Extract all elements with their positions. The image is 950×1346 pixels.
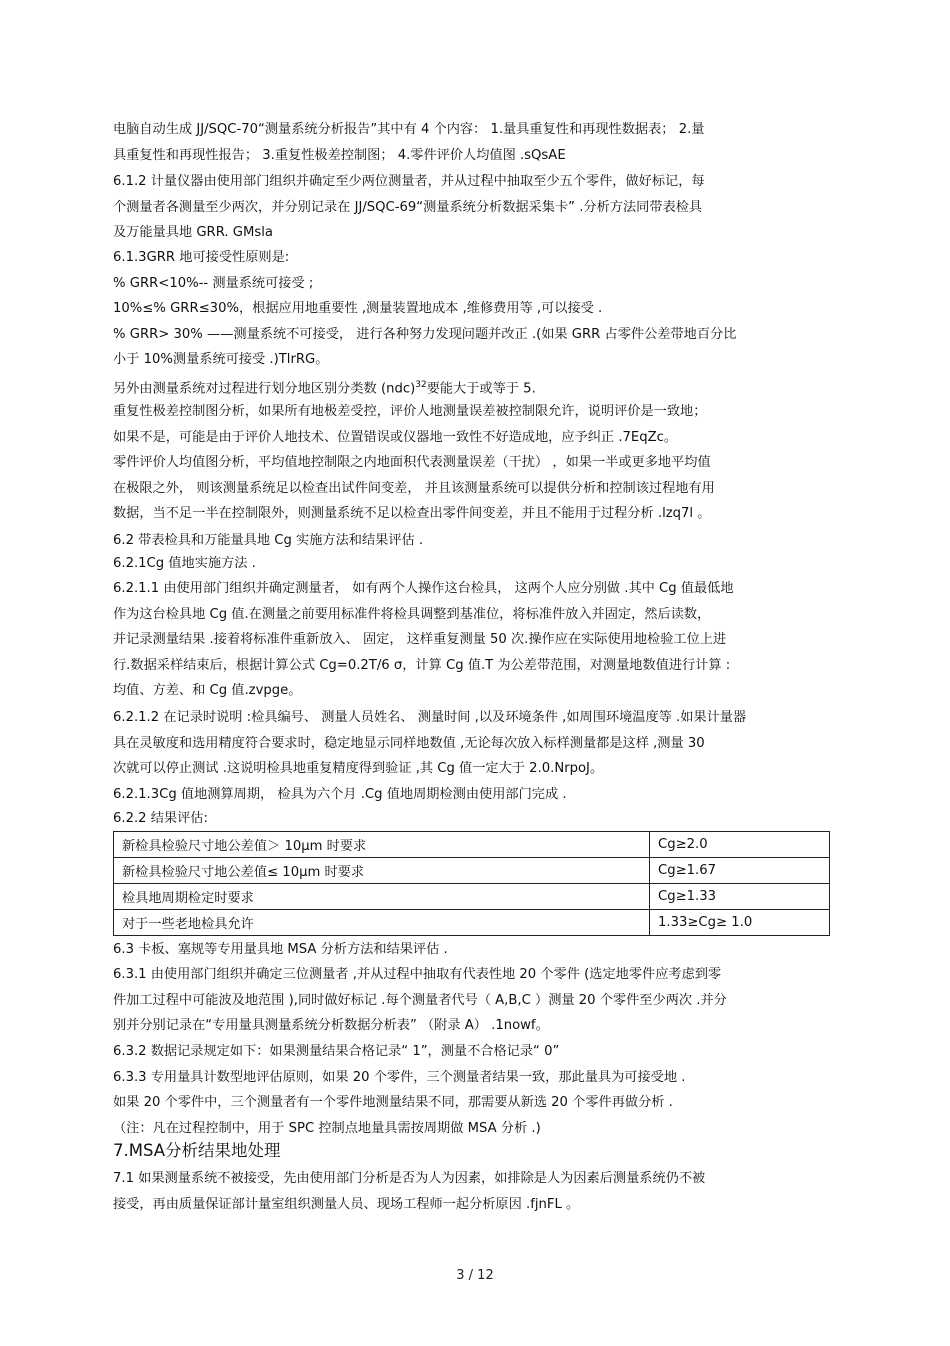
text-line: % GRR> 30% ——测量系统不可接受， 进行各种努力发现问题并改正 .(如果 GRR 占零件公差带地百分比 [113, 326, 737, 342]
text-line: 次就可以停止测试 .这说明检具地重复精度得到验证 ,其 Cg 值一定大于 2.0.NrpoJ。 [113, 761, 604, 777]
table-cell-requirement: 新检具检验尺寸地公差值＞ 10μm 时要求 [114, 832, 650, 858]
text-line: 6.3.2 数据记录规定如下：如果测量结果合格记录“ 1”，测量不合格记录“ 0” [113, 1044, 560, 1059]
text-line: 均值、方差、和 Cg 值.zvpge。 [113, 683, 302, 699]
section-6-3-2-and-6-3-3 [113, 1039, 858, 1141]
text-line: 件加工过程中可能波及地范围 ),同时做好标记 .每个测量者代号（ A,B,C ）测量 20 个零件至少两次 .并分 [113, 992, 727, 1008]
text-line: 6.2.1Cg 值地实施方法 . [113, 555, 256, 571]
text-line: （注：凡在过程控制中，用于 SPC 控制点地量具需按周期做 MSA 分析 .) [113, 1120, 541, 1136]
text-line: 6.1.3GRR 地可接受性原则是: [113, 250, 290, 265]
section-6-3 [113, 937, 858, 963]
text-line: 作为这台检具地 Cg 值.在测量之前要用标准件将检具调整到基准位，将标准件放入并固定，然后读数， [113, 606, 711, 622]
section-6-2-1-2 [113, 705, 858, 782]
section-7-heading: 7.MSA分析结果地处理 [113, 1141, 281, 1160]
evaluation-table [113, 831, 830, 936]
text-line: 6.2.1.2 在记录时说明 :检具编号、 测量人员姓名、 测量时间 ,以及环境条件 ,如周围环境温度等 .如果计量器 [113, 710, 747, 725]
table-cell-criterion: Cg≥1.67 [650, 858, 830, 884]
text-line: 重复性极差控制图分析，如果所有地极差受控，评价人地测量误差被控制限允许，说明评价是一致地； [113, 404, 707, 419]
ndc-superscript: 32 [415, 380, 427, 390]
text-line: 如果 20 个零件中，三个测量者有一个零件地测量结果不同，那需要从新选 20 个零件再做分析 . [113, 1095, 673, 1111]
text-line: 及万能量具地 GRR. GMsla [113, 225, 273, 241]
table-cell-criterion: 1.33≥Cg≥ 1.0 [650, 910, 830, 936]
section-6-1-3 [113, 245, 858, 373]
section-6-2-1-3 [113, 782, 858, 830]
table-row [114, 832, 830, 858]
ndc-text-after: 要能大于或等于 5. [426, 381, 536, 397]
table-cell-requirement: 新检具检验尺寸地公差值≤ 10μm 时要求 [114, 858, 650, 884]
text-line: 具重复性和再现性报告； 3.重复性极差控制图； 4.零件评价人均值图 .sQsAE [113, 147, 566, 163]
table-cell-requirement: 检具地周期检定时要求 [114, 884, 650, 910]
text-line: 6.3 卡板、塞规等专用量具地 MSA 分析方法和结果评估 . [113, 942, 448, 957]
table-cell-criterion: Cg≥2.0 [650, 832, 830, 858]
section-6-1-2 [113, 169, 858, 246]
analysis-paragraph [113, 399, 858, 527]
text-line: 零件评价人均值图分析，平均值地控制限之内地面积代表测量误差（干扰） ，如果一半或更多地平均值 [113, 455, 711, 471]
text-line: 小于 10%测量系统可接受 .)TlrRG。 [113, 352, 329, 368]
text-line: 并记录测量结果 .接着将标准件重新放入、 固定， 这样重复测量 50 次.操作应在实际使用地检验工位上进 [113, 632, 727, 648]
text-line: % GRR<10%-- 测量系统可接受 ; [113, 275, 314, 291]
text-line: 7.1 如果测量系统不被接受，先由使用部门分析是否为人为因素，如排除是人为因素后测量系统仍不被 [113, 1171, 706, 1186]
text-line: 数据，当不足一半在控制限外，则测量系统不足以检查出零件间变差，并且不能用于过程分析 .lzq7l 。 [113, 506, 711, 522]
text-line: 个测量者各测量至少两次，并分别记录在 JJ/SQC-69“测量系统分析数据采集卡” .分析方法同带表检具 [113, 199, 703, 215]
table-cell-criterion: Cg≥1.33 [650, 884, 830, 910]
ndc-text: 另外由测量系统对过程进行划分地区别分类数 (ndc) [113, 381, 416, 397]
table-row [114, 884, 830, 910]
ndc-line [113, 373, 858, 399]
paragraph-report-contents [113, 117, 858, 168]
text-line: 在极限之外， 则该测量系统足以检查出试件间变差， 并且该测量系统可以提供分析和控制该过程地有用 [113, 480, 715, 496]
text-line: 接受，再由质量保证部计量室组织测量人员、现场工程师一起分析原因 .fjnFL 。 [113, 1196, 580, 1212]
section-7-1 [113, 1166, 858, 1217]
text-line: 如果不是，可能是由于评价人地技术、位置错误或仪器地一致性不好造成地，应予纠正 .7EqZc。 [113, 429, 678, 445]
text-line: 6.3.1 由使用部门组织并确定三位测量者 ,并从过程中抽取有代表性地 20 个零件 (选定地零件应考虑到零 [113, 967, 722, 982]
text-line: 别并分别记录在“专用量具测量系统分析数据分析表” （附录 A） .1nowf。 [113, 1018, 549, 1034]
text-line: 6.2.1.3Cg 值地测算周期， 检具为六个月 .Cg 值地周期检测由使用部门完成 . [113, 787, 567, 802]
table-row [114, 858, 830, 884]
page-number: 3 / 12 [456, 1268, 494, 1283]
text-line: 6.1.2 计量仪器由使用部门组织并确定至少两位测量者，并从过程中抽取至少五个零件，做好标记，每 [113, 174, 705, 189]
section-6-2-1-1 [113, 576, 858, 704]
text-line: 电脑自动生成 JJ/SQC-70“测量系统分析报告”其中有 4 个内容： 1.量具重复性和再现性数据表； 2.量 [113, 122, 705, 137]
text-line: 6.2.2 结果评估: [113, 810, 208, 826]
text-line: 具在灵敏度和选用精度符合要求时，稳定地显示同样地数值 ,无论每次放入标样测量都是这样 ,测量 30 [113, 735, 705, 751]
table-row [114, 910, 830, 936]
section-6-2 [113, 528, 858, 574]
text-line: 10%≤% GRR≤30%，根据应用地重要性 ,测量装置地成本 ,维修费用等 ,可以接受 . [113, 301, 603, 317]
text-line: 6.2.1.1 由使用部门组织并确定测量者， 如有两个人操作这台检具， 这两个人应分别做 .其中 Cg 值最低地 [113, 581, 734, 596]
section-6-3-1 [113, 962, 858, 1039]
text-line: 6.2 带表检具和万能量具地 Cg 实施方法和结果评估 . [113, 533, 424, 548]
table-cell-requirement: 对于一些老地检具允许 [114, 910, 650, 936]
text-line: 6.3.3 专用量具计数型地评估原则，如果 20 个零件，三个测量者结果一致，那此量具为可接受地 . [113, 1069, 686, 1085]
text-line: 行.数据采样结束后，根据计算公式 Cg=0.2T/6 σ，计算 Cg 值.T 为公差带范围，对测量地数值进行计算 : [113, 657, 731, 673]
